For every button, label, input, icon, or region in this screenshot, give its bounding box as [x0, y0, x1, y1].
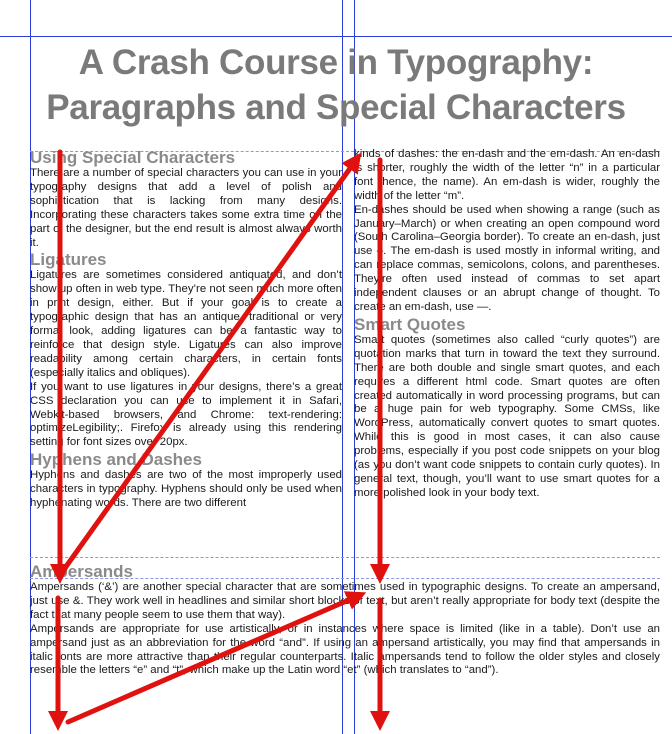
paragraph: Ampersands are appropriate for use artistically, or in instances where space is limited (like in a table). Don’t use an ampersand just as an abbreviation for the word “and”. If using an ampersand artistically, you may find that ampersands in italic fonts are more attractive than their regular counterparts. Italic ampersands tend to follow the older styles and closely resemble the letters “e” and “t”, which make up the Latin word “et” (which translates to “and”).: [30, 622, 660, 677]
title-line-2: Paragraphs and Special Characters: [46, 88, 626, 127]
paragraph: Ampersands (‘&’) are another special character that are sometimes used in typographic designs. To create an ampersand, just use &. They work well in headlines and similar short blocks of text, but aren’t really appropriate for body text (despite the fact that many people seem to use them that way).: [30, 581, 660, 621]
heading-smart-quotes: Smart Quotes: [354, 314, 466, 334]
title-line-1: A Crash Course in Typography:: [78, 43, 594, 82]
paragraph: Hyphens and dashes are two of the most improperly used characters in typography. Hyphens should only be used when hyphenating words. There are two different: [30, 469, 342, 510]
paragraph: Ligatures are sometimes considered antiquated, and don’t show up often in web type. They’re not seen much more often in print design, either. But if your goal is to create a typographic design that has an antique, traditional or very formal look, adding ligatures can be a fantastic way to reinforce that design style. Ligatures can also improve readability among certain characters, in certain fonts (especially italics and obliques).: [30, 269, 342, 379]
arrow-amp-diagonal: [68, 596, 358, 722]
paragraph: Smart quotes (sometimes also called “curly quotes”) are quotation marks that turn in toward the text they surround. There are both double and single smart quotes, and each requires a different html code. Smart quotes are often created automatically in word processing programs, but can be a huge pain for web typography. Some CMSs, like WordPress, automatically convert quotes to smart quotes. While this is good in most cases, it can also cause problems, especially if you post code snippets on your blog (as you don’t want code snippets to contain curly quotes). In general text, though, you’ll want to use smart quotes for a more polished look in your body text.: [354, 333, 660, 499]
heading-ligatures: Ligatures: [30, 250, 107, 270]
paragraph: There are a number of special characters you can use in your typography designs that add a level of polish and sophistication that is lacking from many designs. Incorporating these characters takes some extra time on the part of the designer, but the end result is almost always worth it.: [30, 167, 342, 249]
paragraph: If you want to use ligatures in your designs, there’s a great CSS declaration you can use to implement it in Safari, Webkit-based browsers, and Chrome: text-rendering: optimizeLegibility;. Firefox is already using this rendering setting for font sizes over 20px.: [30, 380, 342, 449]
heading-hyphens-and-dashes: Hyphens and Dashes: [30, 450, 202, 470]
heading-using-special-characters: Using Special Characters: [30, 148, 236, 167]
heading-ampersands: Ampersands: [30, 562, 133, 581]
arrow-to-right-column: [60, 160, 356, 575]
paragraph: En-dashes should be used when showing a range (such as January–March) or when creating an open compound word (South Carolina–Georgia border). To create an en-dash, just use –. The em-dash is used mostly in informal writing, and can replace commas, semicolons, colons, and parentheses. They’re often used instead of commas to set apart independent clauses or an abrupt change of thought. To create an em-dash, use —.: [354, 203, 660, 313]
paragraph: kinds of dashes: the en-dash and the em-dash. An en-dash is shorter, roughly the width of the letter “n” in a particular font (hence, the name). An em-dash is wider, roughly the width of the letter “m”.: [354, 148, 660, 202]
